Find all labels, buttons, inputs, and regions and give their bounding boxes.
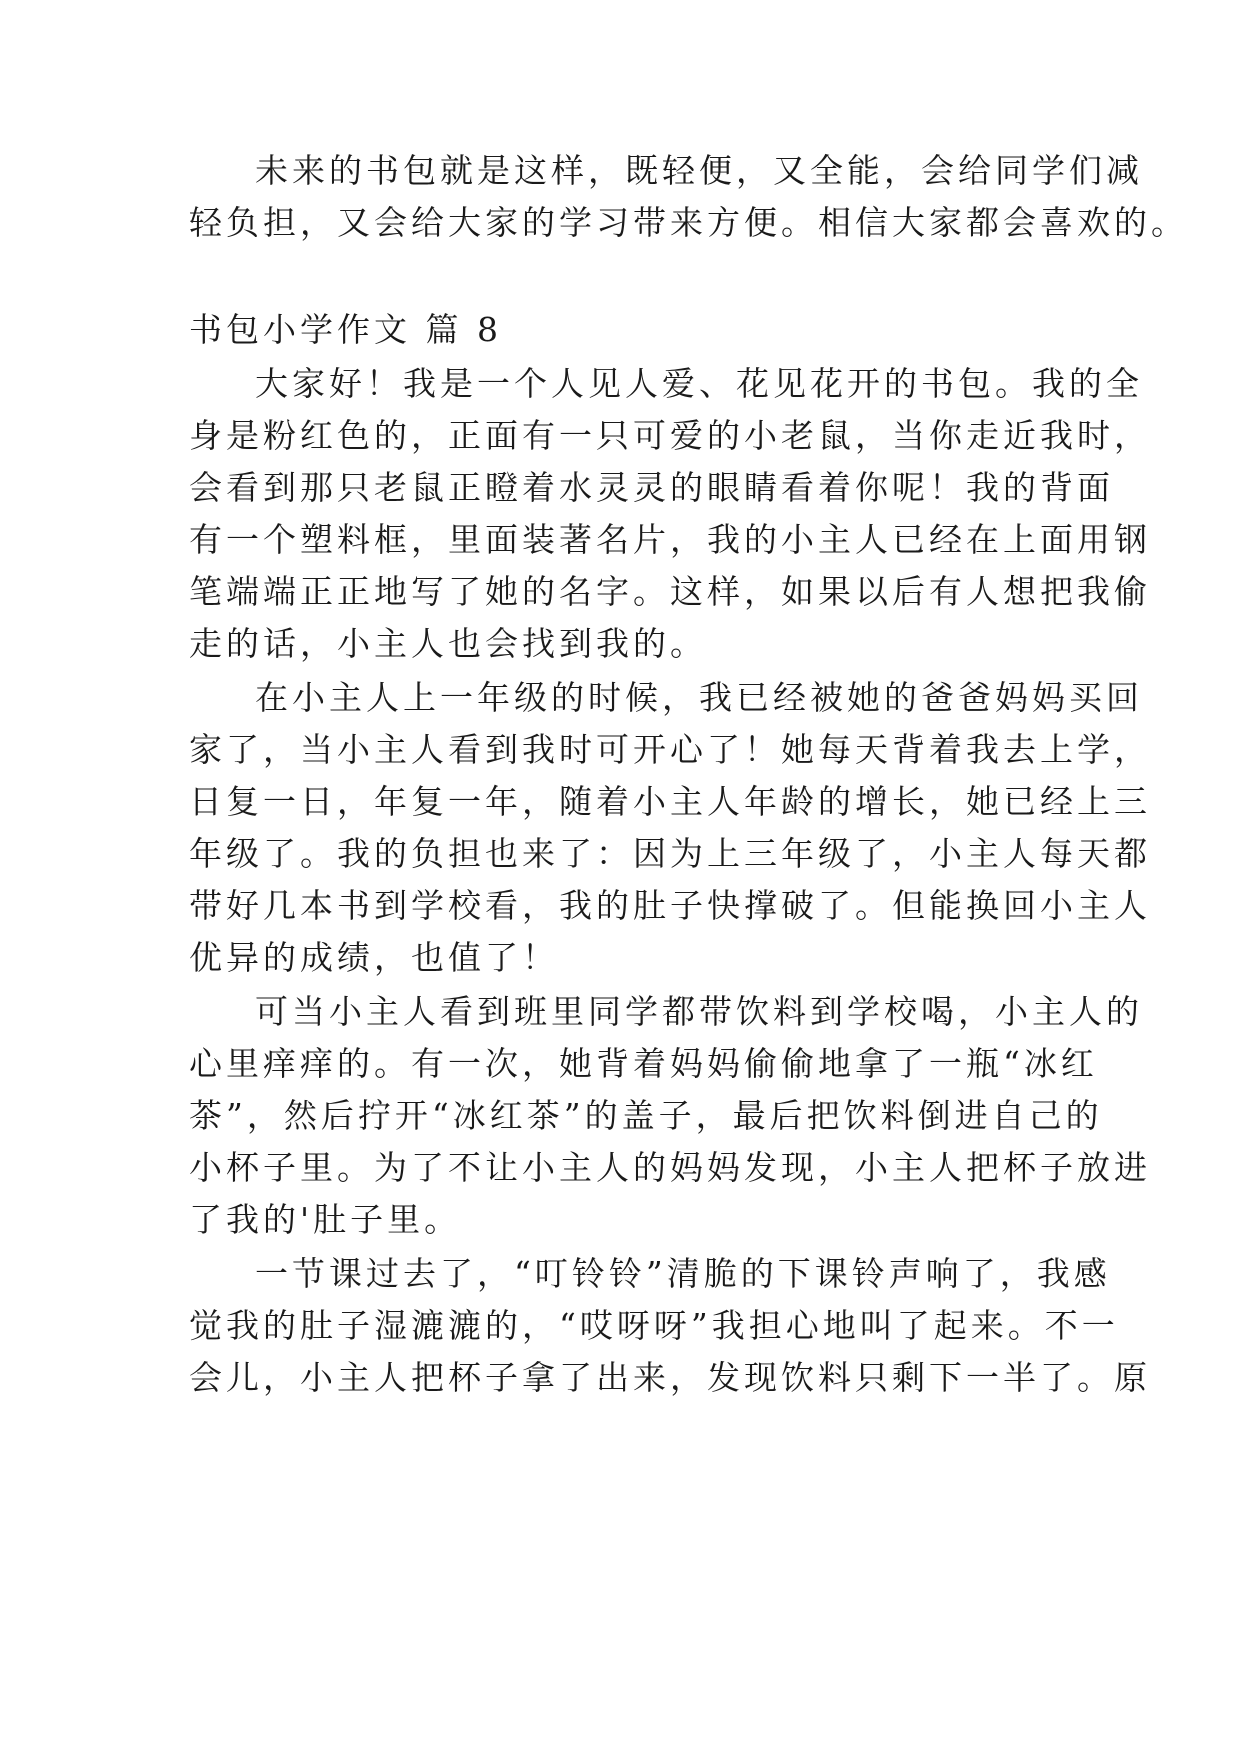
text-line: 在小主人上一年级的时候，我已经被她的爸爸妈妈买回	[255, 678, 1143, 717]
text-line: 日复一日，年复一年，随着小主人年龄的增长，她已经上三	[189, 782, 1151, 821]
text-line: 轻负担，又会给大家的学习带来方便。相信大家都会喜欢的。	[189, 203, 1188, 242]
text-line: 会看到那只老鼠正瞪着水灵灵的眼睛看着你呢！我的背面	[189, 468, 1114, 507]
text-line: 身是粉红色的，正面有一只可爱的小老鼠，当你走近我时，	[189, 416, 1151, 455]
text-line: 可当小主人看到班里同学都带饮料到学校喝，小主人的	[255, 992, 1143, 1031]
text-line: 大家好！我是一个人见人爱、花见花开的书包。我的全	[255, 364, 1143, 403]
text-line: 觉我的肚子湿漉漉的，“哎呀呀”我担心地叫了起来。不一	[189, 1306, 1119, 1345]
text-line: 会儿，小主人把杯子拿了出来，发现饮料只剩下一半了。原	[189, 1358, 1151, 1397]
text-line: 走的话，小主人也会找到我的。	[189, 624, 707, 663]
text-line: 一节课过去了，“叮铃铃”清脆的下课铃声响了，我感	[255, 1254, 1111, 1293]
section-title: 书包小学作文 篇 8	[189, 310, 502, 349]
text-line: 笔端端正正地写了她的名字。这样，如果以后有人想把我偷	[189, 572, 1151, 611]
text-line: 茶”，然后拧开“冰红茶”的盖子，最后把饮料倒进自己的	[189, 1096, 1103, 1135]
text-line: 心里痒痒的。有一次，她背着妈妈偷偷地拿了一瓶“冰红	[189, 1044, 1098, 1083]
text-line: 家了，当小主人看到我时可开心了！她每天背着我去上学，	[189, 730, 1151, 769]
text-line: 年级了。我的负担也来了：因为上三年级了，小主人每天都	[189, 834, 1151, 873]
text-line: 有一个塑料框，里面装著名片，我的小主人已经在上面用钢	[189, 520, 1151, 559]
text-line: 了我的'肚子里。	[189, 1200, 462, 1239]
text-line: 优异的成绩，也值了！	[189, 938, 559, 977]
text-line: 小杯子里。为了不让小主人的妈妈发现，小主人把杯子放进	[189, 1148, 1151, 1187]
text-line: 带好几本书到学校看，我的肚子快撑破了。但能换回小主人	[189, 886, 1151, 925]
text-line: 未来的书包就是这样，既轻便，又全能，会给同学们减	[255, 151, 1143, 190]
